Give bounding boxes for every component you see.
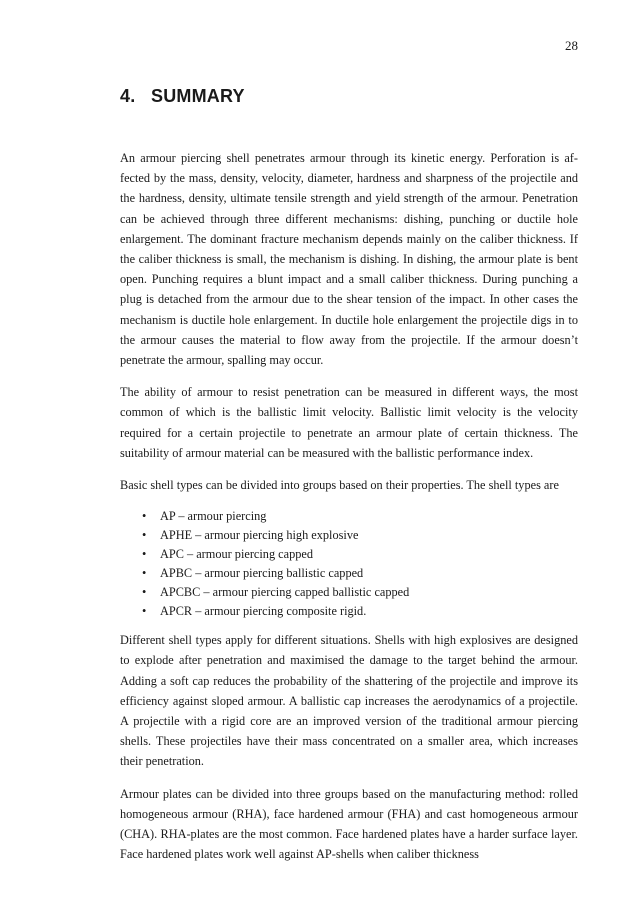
list-item xyxy=(120,545,578,564)
page-number: 28 xyxy=(565,38,578,53)
bullet-icon: • xyxy=(142,547,147,562)
list-item xyxy=(120,526,578,545)
paragraph-shell-situations: Different shell types apply for different situations. Shells with high explosives are designed to explode after penetration and maximised the damage to the target behind the armour. Adding a soft cap reduces the probability of the shattering of the projectile and improve its efficiency against sloped armour. A ballistic cap increases the aerodynamics of a projectile. A projectile with a rigid core are an improved version of the traditional armour piercing shells. These projectiles have their mass concentrated on a smaller area, which increases their penetration. xyxy=(120,633,578,769)
list-item-text: AP – armour piercing xyxy=(160,509,267,524)
bullet-icon: • xyxy=(142,585,147,600)
section-heading: 4. SUMMARY xyxy=(120,86,245,106)
list-item xyxy=(120,564,578,583)
document-body xyxy=(120,148,578,876)
list-item xyxy=(120,583,578,602)
bullet-icon: • xyxy=(142,509,147,524)
list-item-text: APHE – armour piercing high explosive xyxy=(160,528,359,543)
bullet-icon: • xyxy=(142,566,147,581)
list-item xyxy=(120,602,578,621)
bullet-icon: • xyxy=(142,528,147,543)
list-item-text: APBC – armour piercing ballistic capped xyxy=(160,566,364,581)
paragraph-shell-types-intro: Basic shell types can be divided into groups based on their properties. The shell types are xyxy=(120,478,559,493)
paragraph-ballistic-limit: The ability of armour to resist penetration can be measured in different ways, the most common of which is the ballistic limit velocity. Ballistic limit velocity is the velocity required for a certain projectile to penetrate an armour plate of certain thickness. The suitability of armour material can be measured with the ballistic performance index. xyxy=(120,385,578,460)
shell-types-list xyxy=(120,507,578,621)
bullet-icon: • xyxy=(142,604,147,619)
list-item-text: APC – armour piercing capped xyxy=(160,547,313,562)
list-item xyxy=(120,507,578,526)
paragraph-armour-plates: Armour plates can be divided into three groups based on the manufacturing method: rolled homogeneous armour (RHA), face hardened armour (FHA) and cast homogeneous armour (CHA). RHA-plates are the most common. Face hardened plates have a harder surface layer. Face hardened plates work well against AP-shells when caliber thickness xyxy=(120,786,578,862)
list-item-text: APCBC – armour piercing capped ballistic capped xyxy=(160,585,410,600)
list-item-text: APCR – armour piercing composite rigid. xyxy=(160,604,367,619)
paragraph-penetration-mechanisms: An armour piercing shell penetrates armour through its kinetic energy. Perforation is affected by the mass, density, velocity, diameter, hardness and sharpness of the projectile and the hardness, density, ultimate tensile strength and yield strength of the armour. Penetration can be achieved through three different mechanisms: dishing, punching or ductile hole enlargement. The dominant fracture mechanism depends mainly on the caliber thickness. If the caliber thickness is small, the mechanism is dishing. In dishing, the armour plate is bent open. Punching requires a blunt impact and a small caliber thickness. During punching a plug is detached from the armour due to the shear tension of the impact. In other cases the mechanism is ductile hole enlargement. In ductile hole enlargement the projectile digs in to the armour causes the material to flow away from the projectile. If the armour doesn’t penetrate the armour, spalling may occur. xyxy=(120,151,578,368)
